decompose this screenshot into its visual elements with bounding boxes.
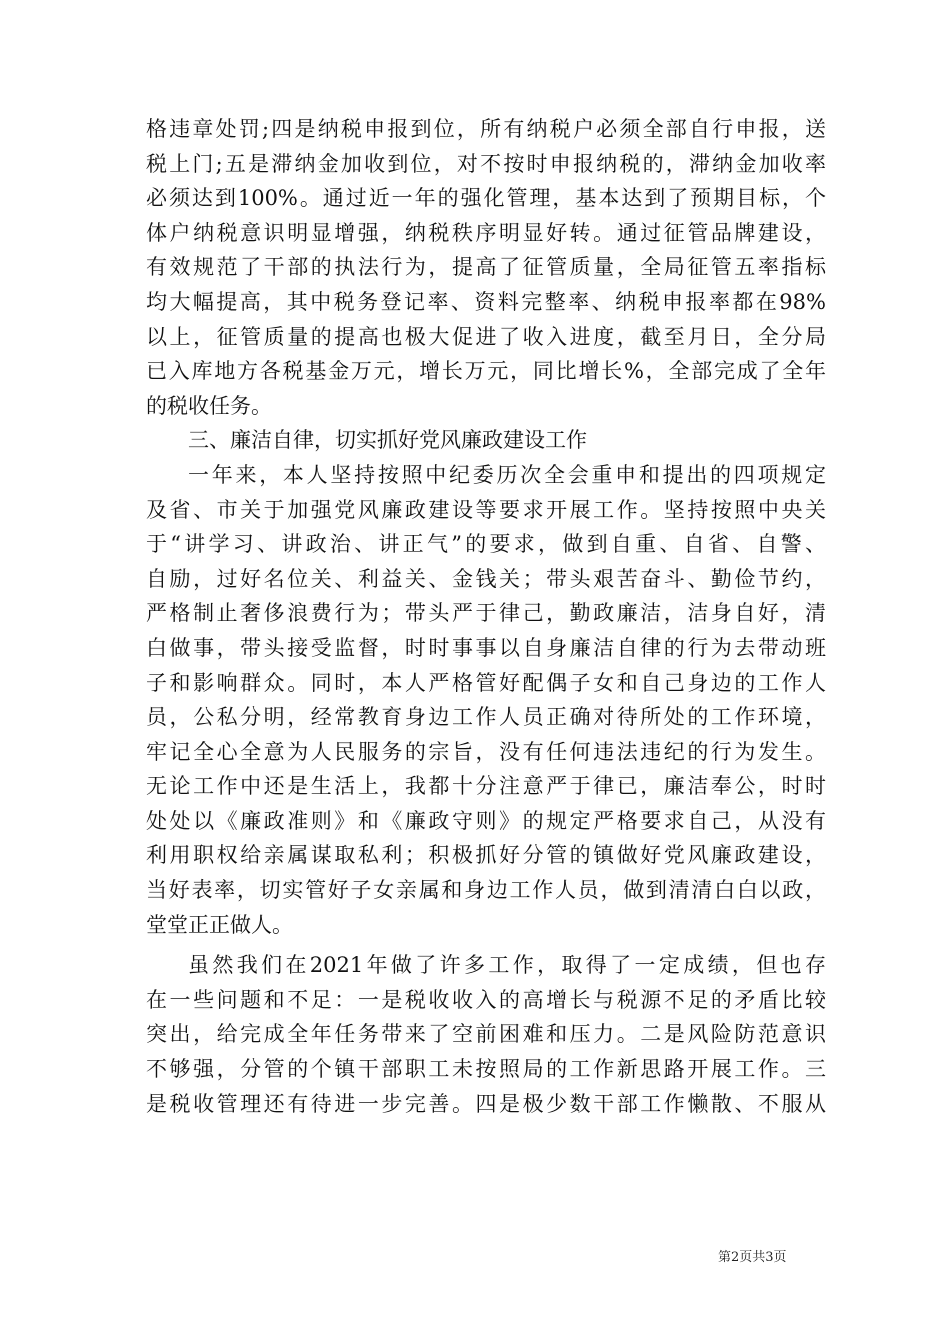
text-line: 子和影响群众。同时，本人严格管好配偶子女和自己身边的工作人 bbox=[146, 670, 826, 695]
text-line: 员，公私分明，经常教育身边工作人员正确对待所处的工作环境， bbox=[146, 705, 826, 730]
text-line: 必须达到100%。通过近一年的强化管理，基本达到了预期目标，个 bbox=[146, 186, 826, 211]
section-heading: 三、廉洁自律，切实抓好党风廉政建设工作 bbox=[188, 428, 587, 453]
text-line: 严格制止奢侈浪费行为；带头严于律己，勤政廉洁，洁身自好，清 bbox=[146, 601, 826, 626]
text-line: 一年来，本人坚持按照中纪委历次全会重申和提出的四项规定 bbox=[188, 462, 826, 487]
text-line: 虽然我们在2021年做了许多工作，取得了一定成绩，但也存 bbox=[188, 953, 826, 978]
text-line: 堂堂正正做人。 bbox=[146, 912, 293, 937]
text-line: 自励，过好名位关、利益关、金钱关；带头艰苦奋斗、勤俭节约， bbox=[146, 566, 826, 591]
page-number: 第2页共3页 bbox=[718, 1250, 787, 1265]
text-line: 体户纳税意识明显增强，纳税秩序明显好转。通过征管品牌建设， bbox=[146, 220, 826, 245]
document-body bbox=[146, 112, 826, 1121]
text-line: 处处以《廉政准则》和《廉政守则》的规定严格要求自己，从没有 bbox=[146, 808, 826, 833]
text-line: 突出，给完成全年任务带来了空前困难和压力。二是风险防范意识 bbox=[146, 1022, 826, 1047]
text-line: 已入库地方各税基金万元，增长万元，同比增长%，全部完成了全年 bbox=[146, 359, 826, 384]
text-line: 及省、市关于加强党风廉政建设等要求开展工作。坚持按照中央关 bbox=[146, 497, 826, 522]
text-line: 有效规范了干部的执法行为，提高了征管质量，全局征管五率指标 bbox=[146, 255, 826, 280]
text-line: 无论工作中还是生活上，我都十分注意严于律已，廉洁奉公，时时 bbox=[146, 774, 826, 799]
text-line: 牢记全心全意为人民服务的宗旨，没有任何违法违纪的行为发生。 bbox=[146, 739, 826, 764]
text-line: 以上，征管质量的提高也极大促进了收入进度，截至月日，全分局 bbox=[146, 324, 826, 349]
text-line: 是税收管理还有待进一步完善。四是极少数干部工作懒散、不服从 bbox=[146, 1091, 826, 1116]
text-line: 在一些问题和不足：一是税收收入的高增长与税源不足的矛盾比较 bbox=[146, 987, 826, 1012]
text-line: 格违章处罚;四是纳税申报到位，所有纳税户必须全部自行申报，送 bbox=[146, 117, 826, 141]
text-line: 不够强，分管的个镇干部职工未按照局的工作新思路开展工作。三 bbox=[146, 1057, 826, 1082]
text-line: 利用职权给亲属谋取私利；积极抓好分管的镇做好党风廉政建设， bbox=[146, 843, 826, 868]
text-line: 当好表率，切实管好子女亲属和身边工作人员，做到清清白白以政， bbox=[146, 878, 826, 903]
text-line: 税上门;五是滞纳金加收到位，对不按时申报纳税的，滞纳金加收率 bbox=[146, 151, 826, 176]
text-line: 均大幅提高，其中税务登记率、资料完整率、纳税申报率都在98% bbox=[146, 289, 826, 314]
text-line: 白做事，带头接受监督，时时事事以自身廉洁自律的行为去带动班 bbox=[146, 635, 826, 660]
text-line: 于“讲学习、讲政治、讲正气”的要求，做到自重、自省、自警、 bbox=[146, 532, 826, 557]
text-line: 的税收任务。 bbox=[146, 393, 272, 418]
